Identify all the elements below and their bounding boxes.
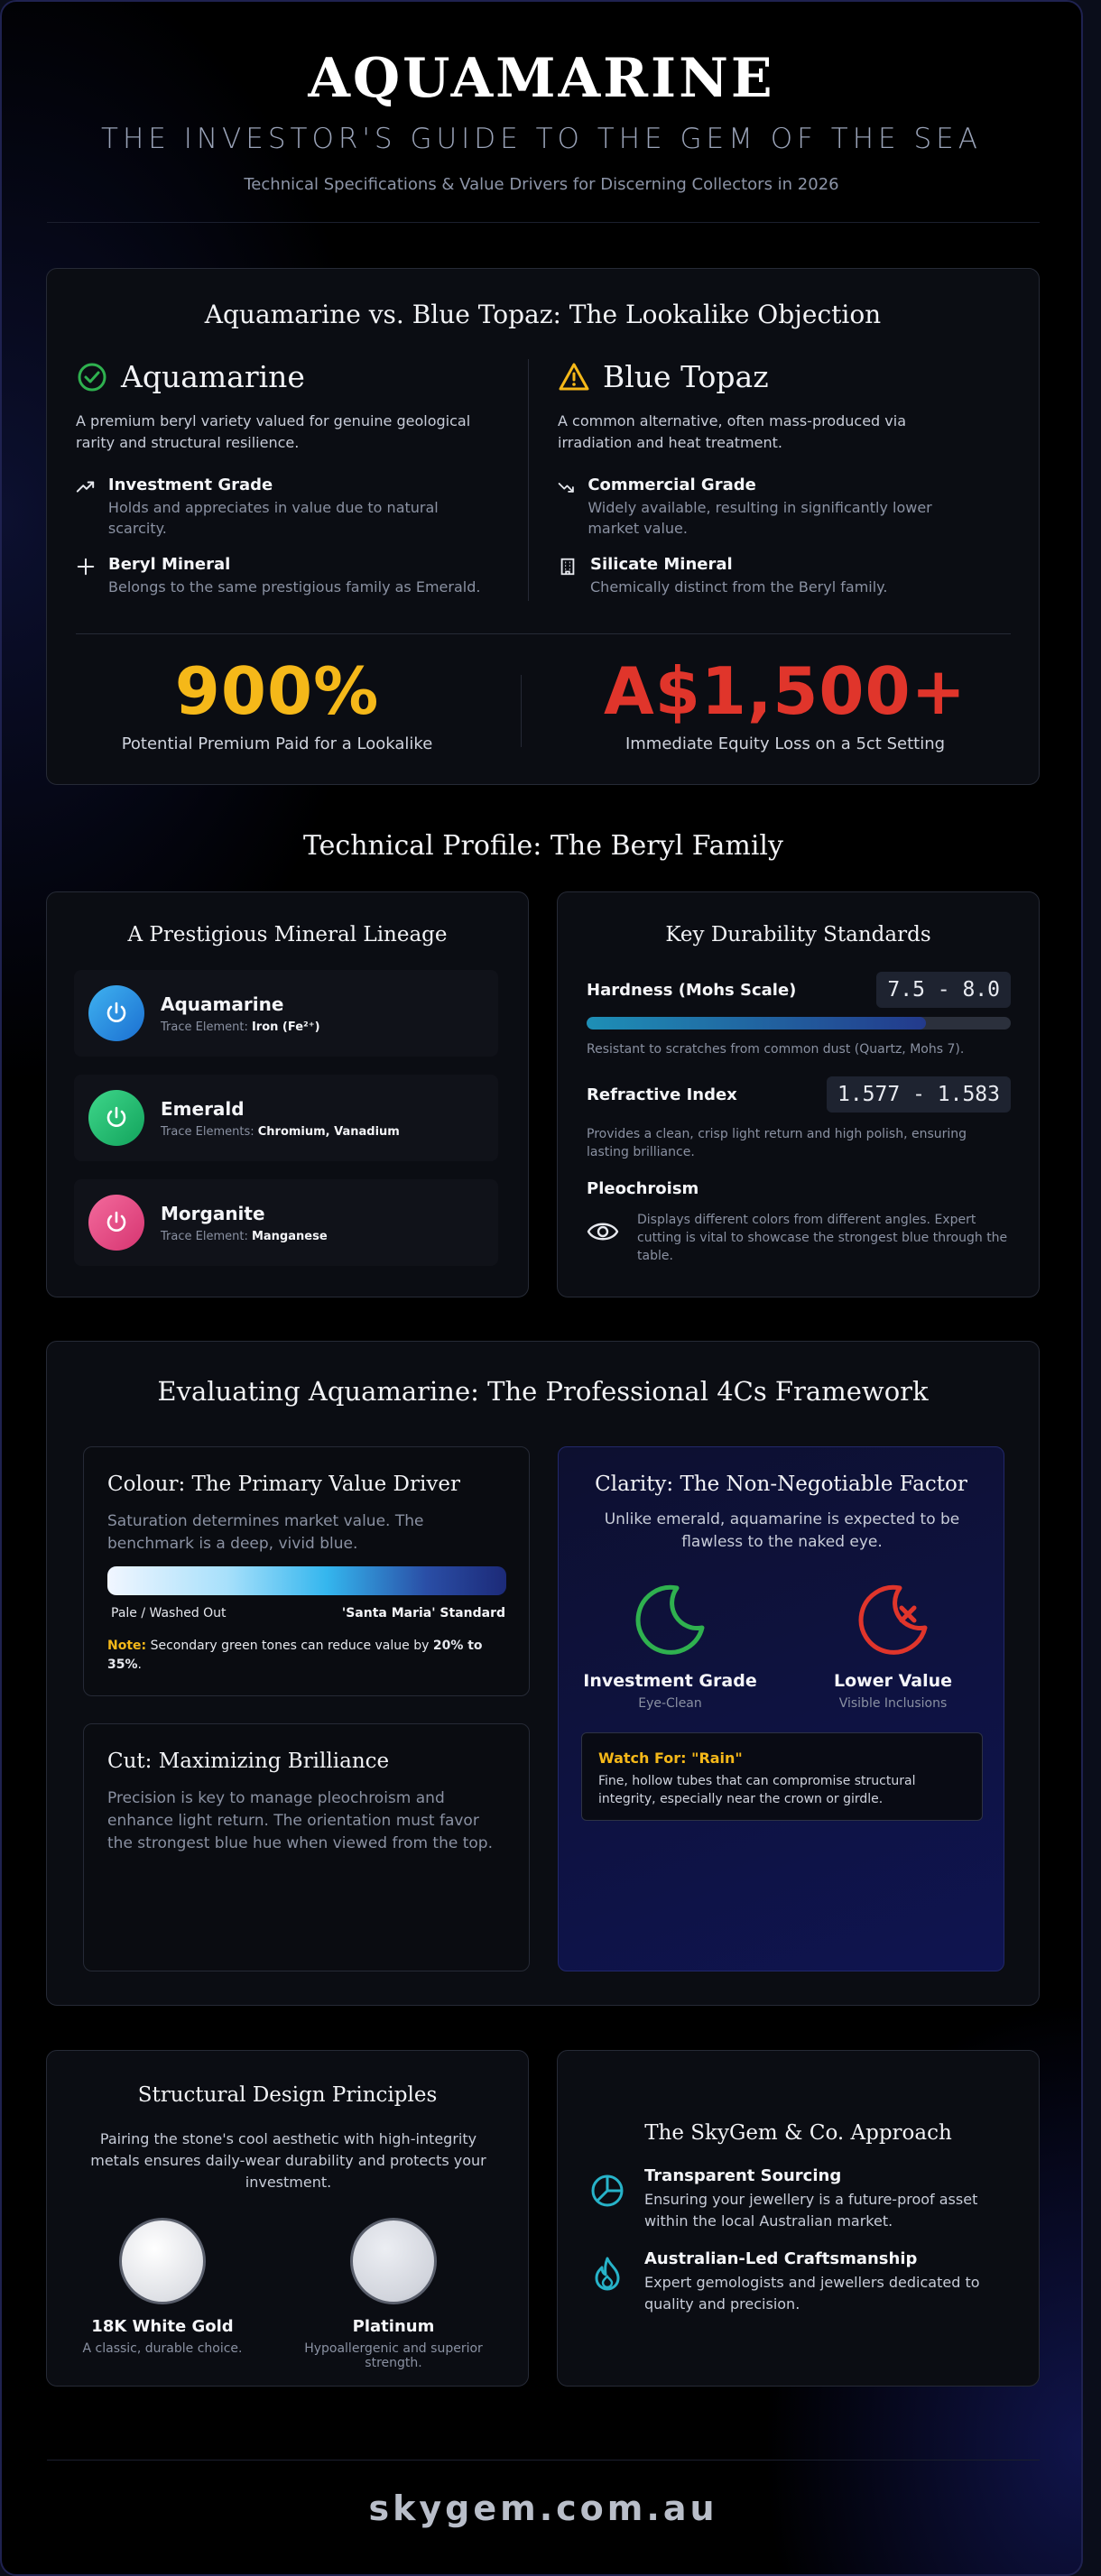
moon-cross-icon (855, 1581, 932, 1658)
gem-trace (161, 1020, 320, 1034)
feature-desc: Holds and appreciates in value due to natural scarcity. (107, 499, 439, 537)
lineage-item-morganite (74, 1179, 498, 1266)
durability-title: Key Durability Standards (665, 923, 931, 946)
flame-icon (588, 2255, 626, 2293)
column-divider (528, 359, 529, 601)
comparison-card (46, 268, 1040, 785)
four-cs-title: Evaluating Aquamarine: The Professional 4Cs Framework (157, 1376, 929, 1407)
white-gold-swatch (119, 2218, 206, 2304)
page-tagline: Technical Specifications & Value Drivers for Discerning Collectors in 2026 (244, 175, 839, 194)
feature-item (558, 555, 982, 597)
feature-item (76, 475, 500, 539)
eye-icon (587, 1218, 619, 1245)
header-divider (47, 222, 1040, 223)
feature-title: Investment Grade (107, 475, 273, 494)
cut-desc: Precision is key to manage pleochroism and enhance light return. The orientation must favor the strongest blue hue when viewed from the top. (107, 1789, 494, 1852)
feature-item (76, 555, 500, 597)
trace-value: Chromium, Vanadium (257, 1124, 400, 1139)
approach-item-title: Australian-Led Craftsmanship (644, 2249, 918, 2268)
rain-desc: Fine, hollow tubes that can compromise structural integrity, especially near the crown or girdle. (598, 1774, 916, 1806)
gem-name: Emerald (161, 1097, 245, 1120)
check-circle-icon (76, 361, 108, 393)
feature-desc: Chemically distinct from the Beryl family. (590, 578, 888, 596)
footer-divider (47, 2460, 1040, 2461)
approach-item-desc: Ensuring your jewellery is a future-proof asset within the local Australian market. (644, 2191, 978, 2230)
moon-icon (632, 1581, 709, 1658)
technical-title: Technical Profile: The Beryl Family (303, 830, 783, 862)
header (2, 2, 1081, 194)
trace-value: Iron (Fe²⁺) (251, 1020, 320, 1034)
clarity-desc: Unlike emerald, aquamarine is expected to be flawless to the naked eye. (604, 1510, 960, 1551)
power-icon (103, 1104, 130, 1131)
gem-swatch (88, 1090, 144, 1146)
hardness-value: 7.5 - 8.0 (876, 972, 1011, 1008)
approach-item-sourcing (588, 2166, 1013, 2232)
page-subtitle: THE INVESTOR'S GUIDE TO THE GEM OF THE SEA (101, 123, 982, 155)
aquamarine-column (76, 359, 500, 597)
power-icon (103, 1000, 130, 1027)
note-text: Secondary green tones can reduce value by (146, 1639, 433, 1653)
lineage-card (46, 891, 529, 1297)
scale-left-label: Pale / Washed Out (111, 1606, 227, 1620)
pleochroism-block (587, 1179, 1011, 1265)
gem-name: Aquamarine (161, 993, 284, 1015)
power-icon (103, 1209, 130, 1236)
colour-saturation-scale (107, 1566, 506, 1595)
feature-title: Commercial Grade (588, 475, 756, 494)
scale-right-label: 'Santa Maria' Standard (341, 1606, 505, 1620)
colour-desc: Saturation determines market value. The benchmark is a deep, vivid blue. (107, 1512, 424, 1553)
feature-desc: Belongs to the same prestigious family as Emerald. (108, 578, 481, 596)
trace-label: Trace Element: (161, 1229, 248, 1243)
platinum-swatch (350, 2218, 437, 2304)
refractive-desc: Provides a clean, crisp light return and high polish, ensuring lasting brilliance. (587, 1127, 967, 1159)
approach-card (557, 2050, 1040, 2387)
metal-desc: A classic, durable choice. (82, 2341, 243, 2356)
refractive-block (587, 1076, 1011, 1161)
clarity-title: Clarity: The Non-Negotiable Factor (595, 1473, 967, 1496)
rain-title: Watch For: "Rain" (598, 1750, 743, 1767)
cut-card (83, 1723, 530, 1971)
globe-pie-icon (588, 2172, 626, 2210)
colour-note (107, 1637, 504, 1675)
stat-value: A$1,500+ (604, 653, 967, 729)
stat-label: Potential Premium Paid for a Lookalike (121, 734, 433, 753)
pleochroism-desc: Displays different colors from different angles. Expert cutting is vital to showcase the strongest blue through the table. (637, 1213, 1008, 1263)
metal-white-gold (47, 2218, 278, 2356)
stat-premium (47, 653, 507, 753)
comparison-title: Aquamarine vs. Blue Topaz: The Lookalike Objection (204, 300, 882, 329)
approach-title: The SkyGem & Co. Approach (644, 2121, 952, 2145)
warning-icon (558, 361, 590, 393)
gem-trace (161, 1230, 328, 1243)
design-desc: Pairing the stone's cool aesthetic with high-integrity metals ensures daily-wear durability and protects your investment. (90, 2130, 486, 2191)
feature-title: Silicate Mineral (590, 555, 733, 574)
blue-topaz-column (558, 359, 982, 597)
metal-name: 18K White Gold (91, 2317, 234, 2336)
gem-swatch (88, 1195, 144, 1251)
page-title: AQUAMARINE (308, 47, 775, 110)
four-cs-card (46, 1341, 1040, 2006)
trace-value: Manganese (251, 1229, 328, 1243)
stats-divider (76, 633, 1011, 634)
hardness-bar (587, 1017, 1011, 1029)
lineage-item-aquamarine (74, 970, 498, 1057)
lineage-item-emerald (74, 1075, 498, 1161)
aquamarine-heading: Aquamarine (121, 359, 305, 394)
note-label: Note: (107, 1639, 147, 1653)
metal-desc: Hypoallergenic and superior strength. (304, 2341, 483, 2370)
approach-item-title: Transparent Sourcing (644, 2166, 842, 2185)
grade-title: Investment Grade (583, 1671, 757, 1691)
stat-value: 900% (174, 653, 380, 729)
feature-title: Beryl Mineral (108, 555, 231, 574)
hardness-block (587, 972, 1011, 1058)
rain-callout (581, 1732, 983, 1821)
clarity-grade-lower (782, 1581, 1004, 1711)
approach-item-craftsmanship (588, 2249, 1013, 2315)
plus-icon (76, 557, 96, 577)
refractive-label: Refractive Index (587, 1085, 737, 1104)
pleochroism-label: Pleochroism (587, 1179, 699, 1198)
gem-trace (161, 1125, 400, 1139)
stat-label: Immediate Equity Loss on a 5ct Setting (625, 734, 946, 753)
trending-down-icon (558, 477, 575, 497)
hardness-desc: Resistant to scratches from common dust (Quartz, Mohs 7). (587, 1042, 965, 1057)
hardness-label: Hardness (Mohs Scale) (587, 980, 797, 1000)
metal-name: Platinum (352, 2317, 435, 2336)
building-icon (558, 557, 578, 577)
footer-url[interactable]: skygem.com.au (368, 2488, 718, 2528)
refractive-value: 1.577 - 1.583 (827, 1076, 1011, 1113)
trending-up-icon (76, 477, 96, 497)
approach-item-desc: Expert gemologists and jewellers dedicated to quality and precision. (644, 2274, 980, 2313)
stat-equity-loss (530, 653, 1041, 753)
clarity-card (558, 1446, 1004, 1971)
clarity-grade-investment (559, 1581, 782, 1711)
design-card (46, 2050, 529, 2387)
trace-label: Trace Element: (161, 1020, 248, 1034)
trace-label: Trace Elements: (161, 1124, 254, 1139)
gem-swatch (88, 985, 144, 1041)
feature-item (558, 475, 982, 539)
blue-topaz-heading: Blue Topaz (603, 359, 769, 394)
design-title: Structural Design Principles (137, 2083, 438, 2107)
lineage-title: A Prestigious Mineral Lineage (127, 923, 448, 946)
note-value: 20% to 35% (107, 1639, 483, 1672)
grade-sub: Eye-Clean (638, 1696, 702, 1711)
feature-desc: Widely available, resulting in significantly lower market value. (588, 499, 932, 537)
colour-card (83, 1446, 530, 1696)
metal-platinum (278, 2218, 509, 2370)
stat-divider (521, 675, 522, 747)
note-end: . (137, 1657, 142, 1672)
colour-title: Colour: The Primary Value Driver (107, 1473, 460, 1496)
durability-card (557, 891, 1040, 1297)
gem-name: Morganite (161, 1202, 265, 1224)
blue-topaz-description: A common alternative, often mass-produced via irradiation and heat treatment. (558, 412, 907, 451)
hardness-bar-fill (587, 1017, 926, 1029)
cut-title: Cut: Maximizing Brilliance (107, 1750, 390, 1773)
aquamarine-description: A premium beryl variety valued for genuine geological rarity and structural resilience. (76, 412, 471, 451)
grade-sub: Visible Inclusions (838, 1696, 948, 1711)
grade-title: Lower Value (834, 1671, 952, 1691)
